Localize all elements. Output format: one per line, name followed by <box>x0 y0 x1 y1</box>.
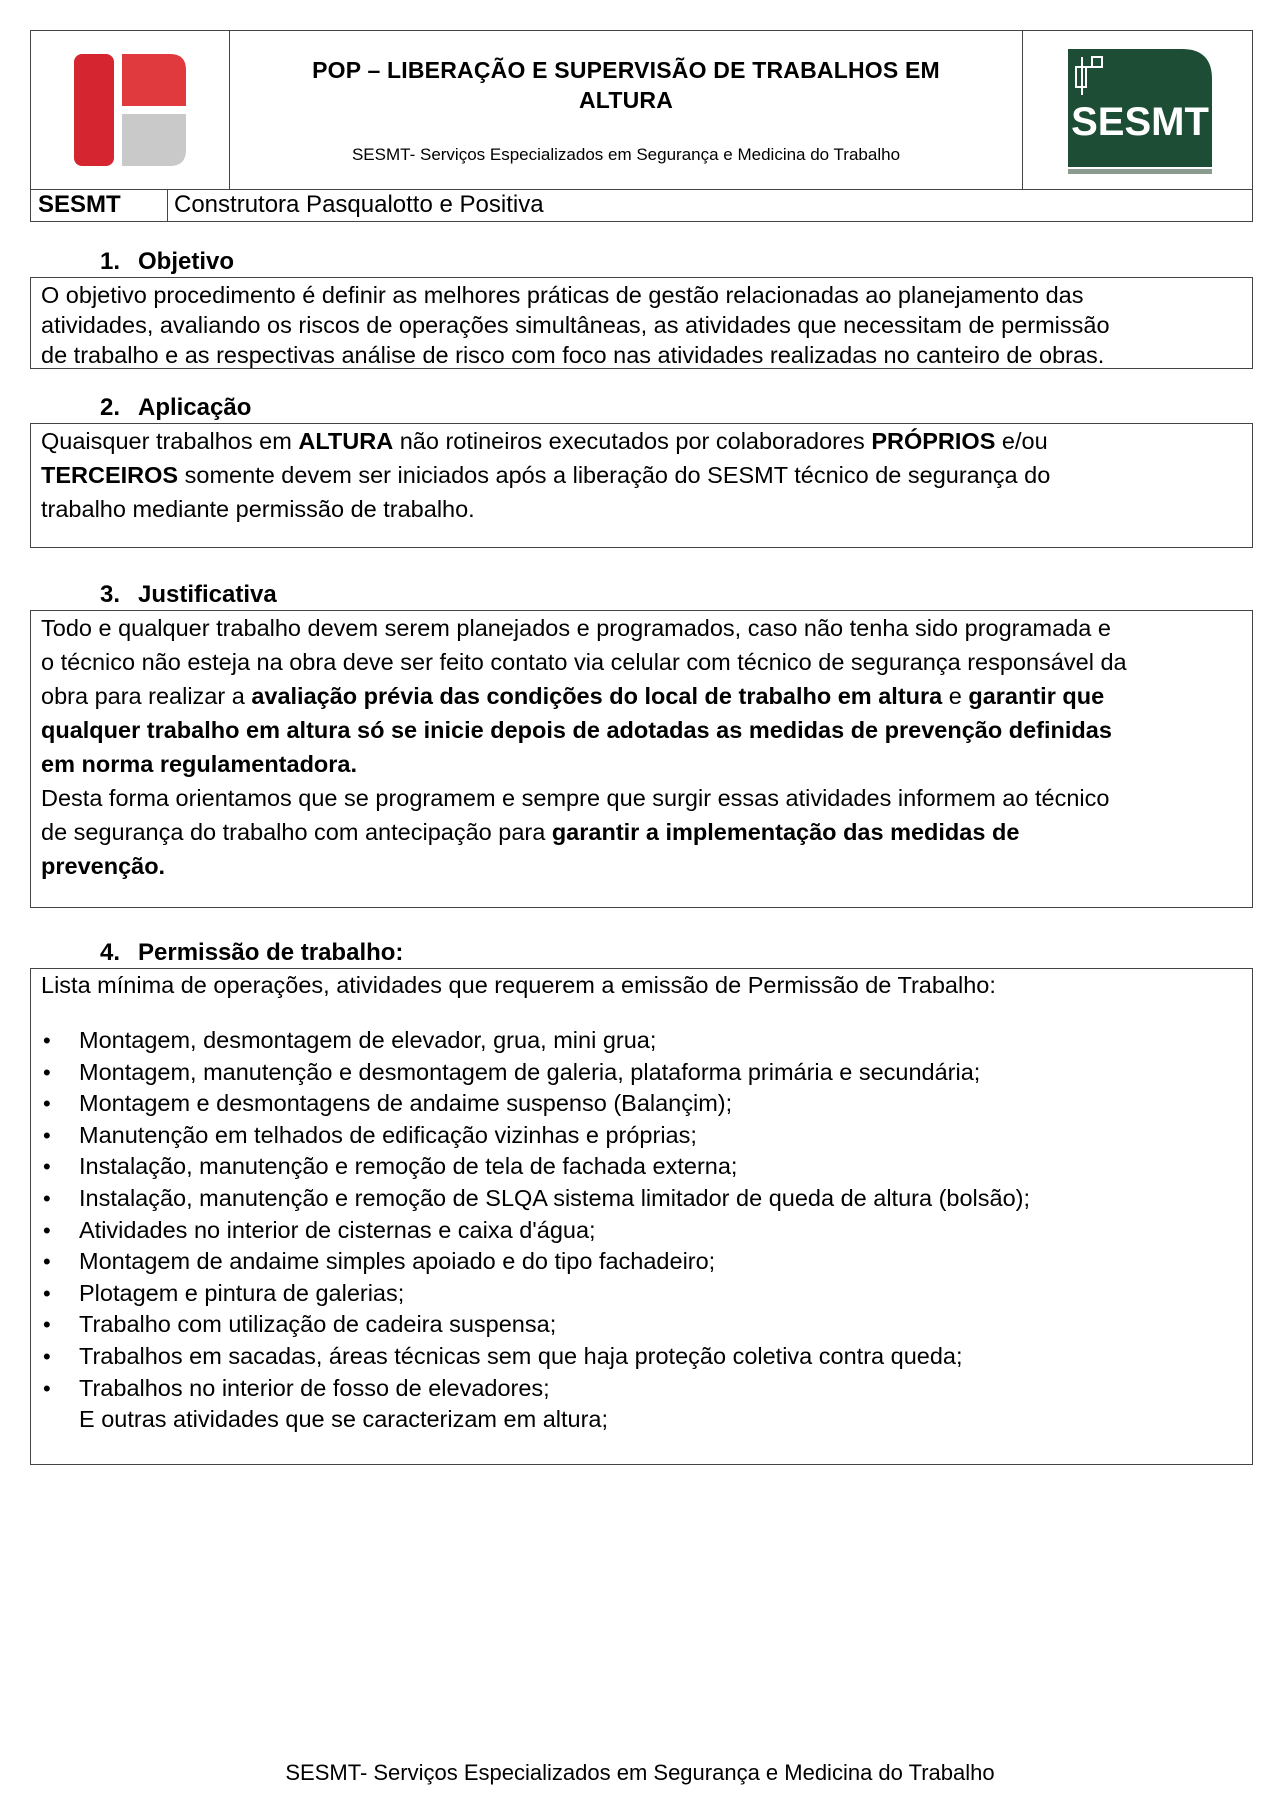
section-title-justificativa: 3. Justificativa <box>100 581 277 608</box>
section-box-aplicacao <box>30 423 1253 548</box>
paragraph-line: Quaisquer trabalhos em ALTURA não rotineiros executados por colaboradores PRÓPRIOS e/ou <box>41 428 1048 454</box>
list-item: • Montagem e desmontagens de andaime suspenso (Balançim); <box>41 1088 1242 1120</box>
company-logo <box>31 31 230 189</box>
section-title-objetivo: 1. Objetivo <box>100 248 235 275</box>
info-row <box>30 190 1253 222</box>
paragraph-line: trabalho mediante permissão de trabalho. <box>41 496 475 522</box>
list-item: • Plotagem e pintura de galerias; <box>41 1278 1242 1310</box>
title-line-1: POP – LIBERAÇÃO E SUPERVISÃO DE TRABALHOS EM <box>312 57 940 83</box>
section-box-justificativa <box>30 610 1253 908</box>
list-item: • Atividades no interior de cisternas e caixa d'água; <box>41 1215 1242 1247</box>
list-item: • Instalação, manutenção e remoção de tela de fachada externa; <box>41 1151 1242 1183</box>
header-subtitle: SESMT- Serviços Especializados em Segurança e Medicina do Trabalho <box>351 145 901 164</box>
paragraph-line: de segurança do trabalho com antecipação para garantir a implementação das medidas de <box>41 819 1020 845</box>
title-line-2: ALTURA <box>578 87 674 113</box>
list-item: • Trabalhos no interior de fosso de elevadores; <box>41 1373 1242 1405</box>
list-item: • Manutenção em telhados de edificação vizinhas e próprias; <box>41 1120 1242 1152</box>
info-label: SESMT <box>31 190 168 221</box>
header-title-cell <box>230 31 1023 189</box>
paragraph-line: obra para realizar a avaliação prévia das condições do local de trabalho em altura e garantir que <box>41 683 1105 709</box>
paragraph-line: qualquer trabalho em altura só se inicie depois de adotadas as medidas de prevenção definidas <box>41 717 1112 743</box>
list-item: • Montagem de andaime simples apoiado e do tipo fachadeiro; <box>41 1246 1242 1278</box>
list-item: • Instalação, manutenção e remoção de SLQA sistema limitador de queda de altura (bolsão); <box>41 1183 1242 1215</box>
header-table <box>30 30 1253 190</box>
section-title-aplicacao: 2. Aplicação <box>100 394 252 421</box>
list-item: • Trabalho com utilização de cadeira suspensa; <box>41 1309 1242 1341</box>
operations-list <box>41 1025 1242 1404</box>
section-box-permissao <box>30 968 1253 1465</box>
paragraph-line: atividades, avaliando os riscos de operações simultâneas, as atividades que necessitam de permissão <box>41 312 1110 338</box>
sesmt-logo-text: SESMT <box>1070 100 1209 144</box>
info-value: Construtora Pasqualotto e Positiva <box>174 191 544 218</box>
list-item: • Montagem, manutenção e desmontagem de galeria, plataforma primária e secundária; <box>41 1057 1242 1089</box>
paragraph-line: O objetivo procedimento é definir as melhores práticas de gestão relacionadas ao planejamento das <box>41 282 1084 308</box>
paragraph-line: TERCEIROS somente devem ser iniciados após a liberação do SESMT técnico de segurança do <box>41 462 1051 488</box>
paragraph-line: Todo e qualquer trabalho devem serem planejados e programados, caso não tenha sido programada e <box>41 615 1111 641</box>
list-tail: E outras atividades que se caracterizam em altura; <box>79 1406 609 1433</box>
sesmt-logo-icon <box>1062 45 1214 175</box>
paragraph-line: de trabalho e as respectivas análise de risco com foco nas atividades realizadas no canteiro de obras. <box>41 342 1105 368</box>
sesmt-logo <box>1023 31 1252 189</box>
paragraph-line: Desta forma orientamos que se programem e sempre que surgir essas atividades informem ao técnico <box>41 785 1110 811</box>
paragraph-line: o técnico não esteja na obra deve ser feito contato via celular com técnico de segurança responsável da <box>41 649 1127 675</box>
list-intro: Lista mínima de operações, atividades que requerem a emissão de Permissão de Trabalho: <box>41 972 996 998</box>
paragraph-line: em norma regulamentadora. <box>41 751 358 777</box>
section-title-permissao: 4. Permissão de trabalho: <box>100 939 404 966</box>
section-box-objetivo <box>30 277 1253 369</box>
document-title <box>230 55 1022 115</box>
page-footer: SESMT- Serviços Especializados em Segurança e Medicina do Trabalho <box>285 1760 995 1785</box>
paragraph-line: prevenção. <box>41 853 166 879</box>
company-logo-icon <box>74 54 186 166</box>
list-item: • Trabalhos em sacadas, áreas técnicas sem que haja proteção coletiva contra queda; <box>41 1341 1242 1373</box>
list-item: • Montagem, desmontagem de elevador, grua, mini grua; <box>41 1025 1242 1057</box>
